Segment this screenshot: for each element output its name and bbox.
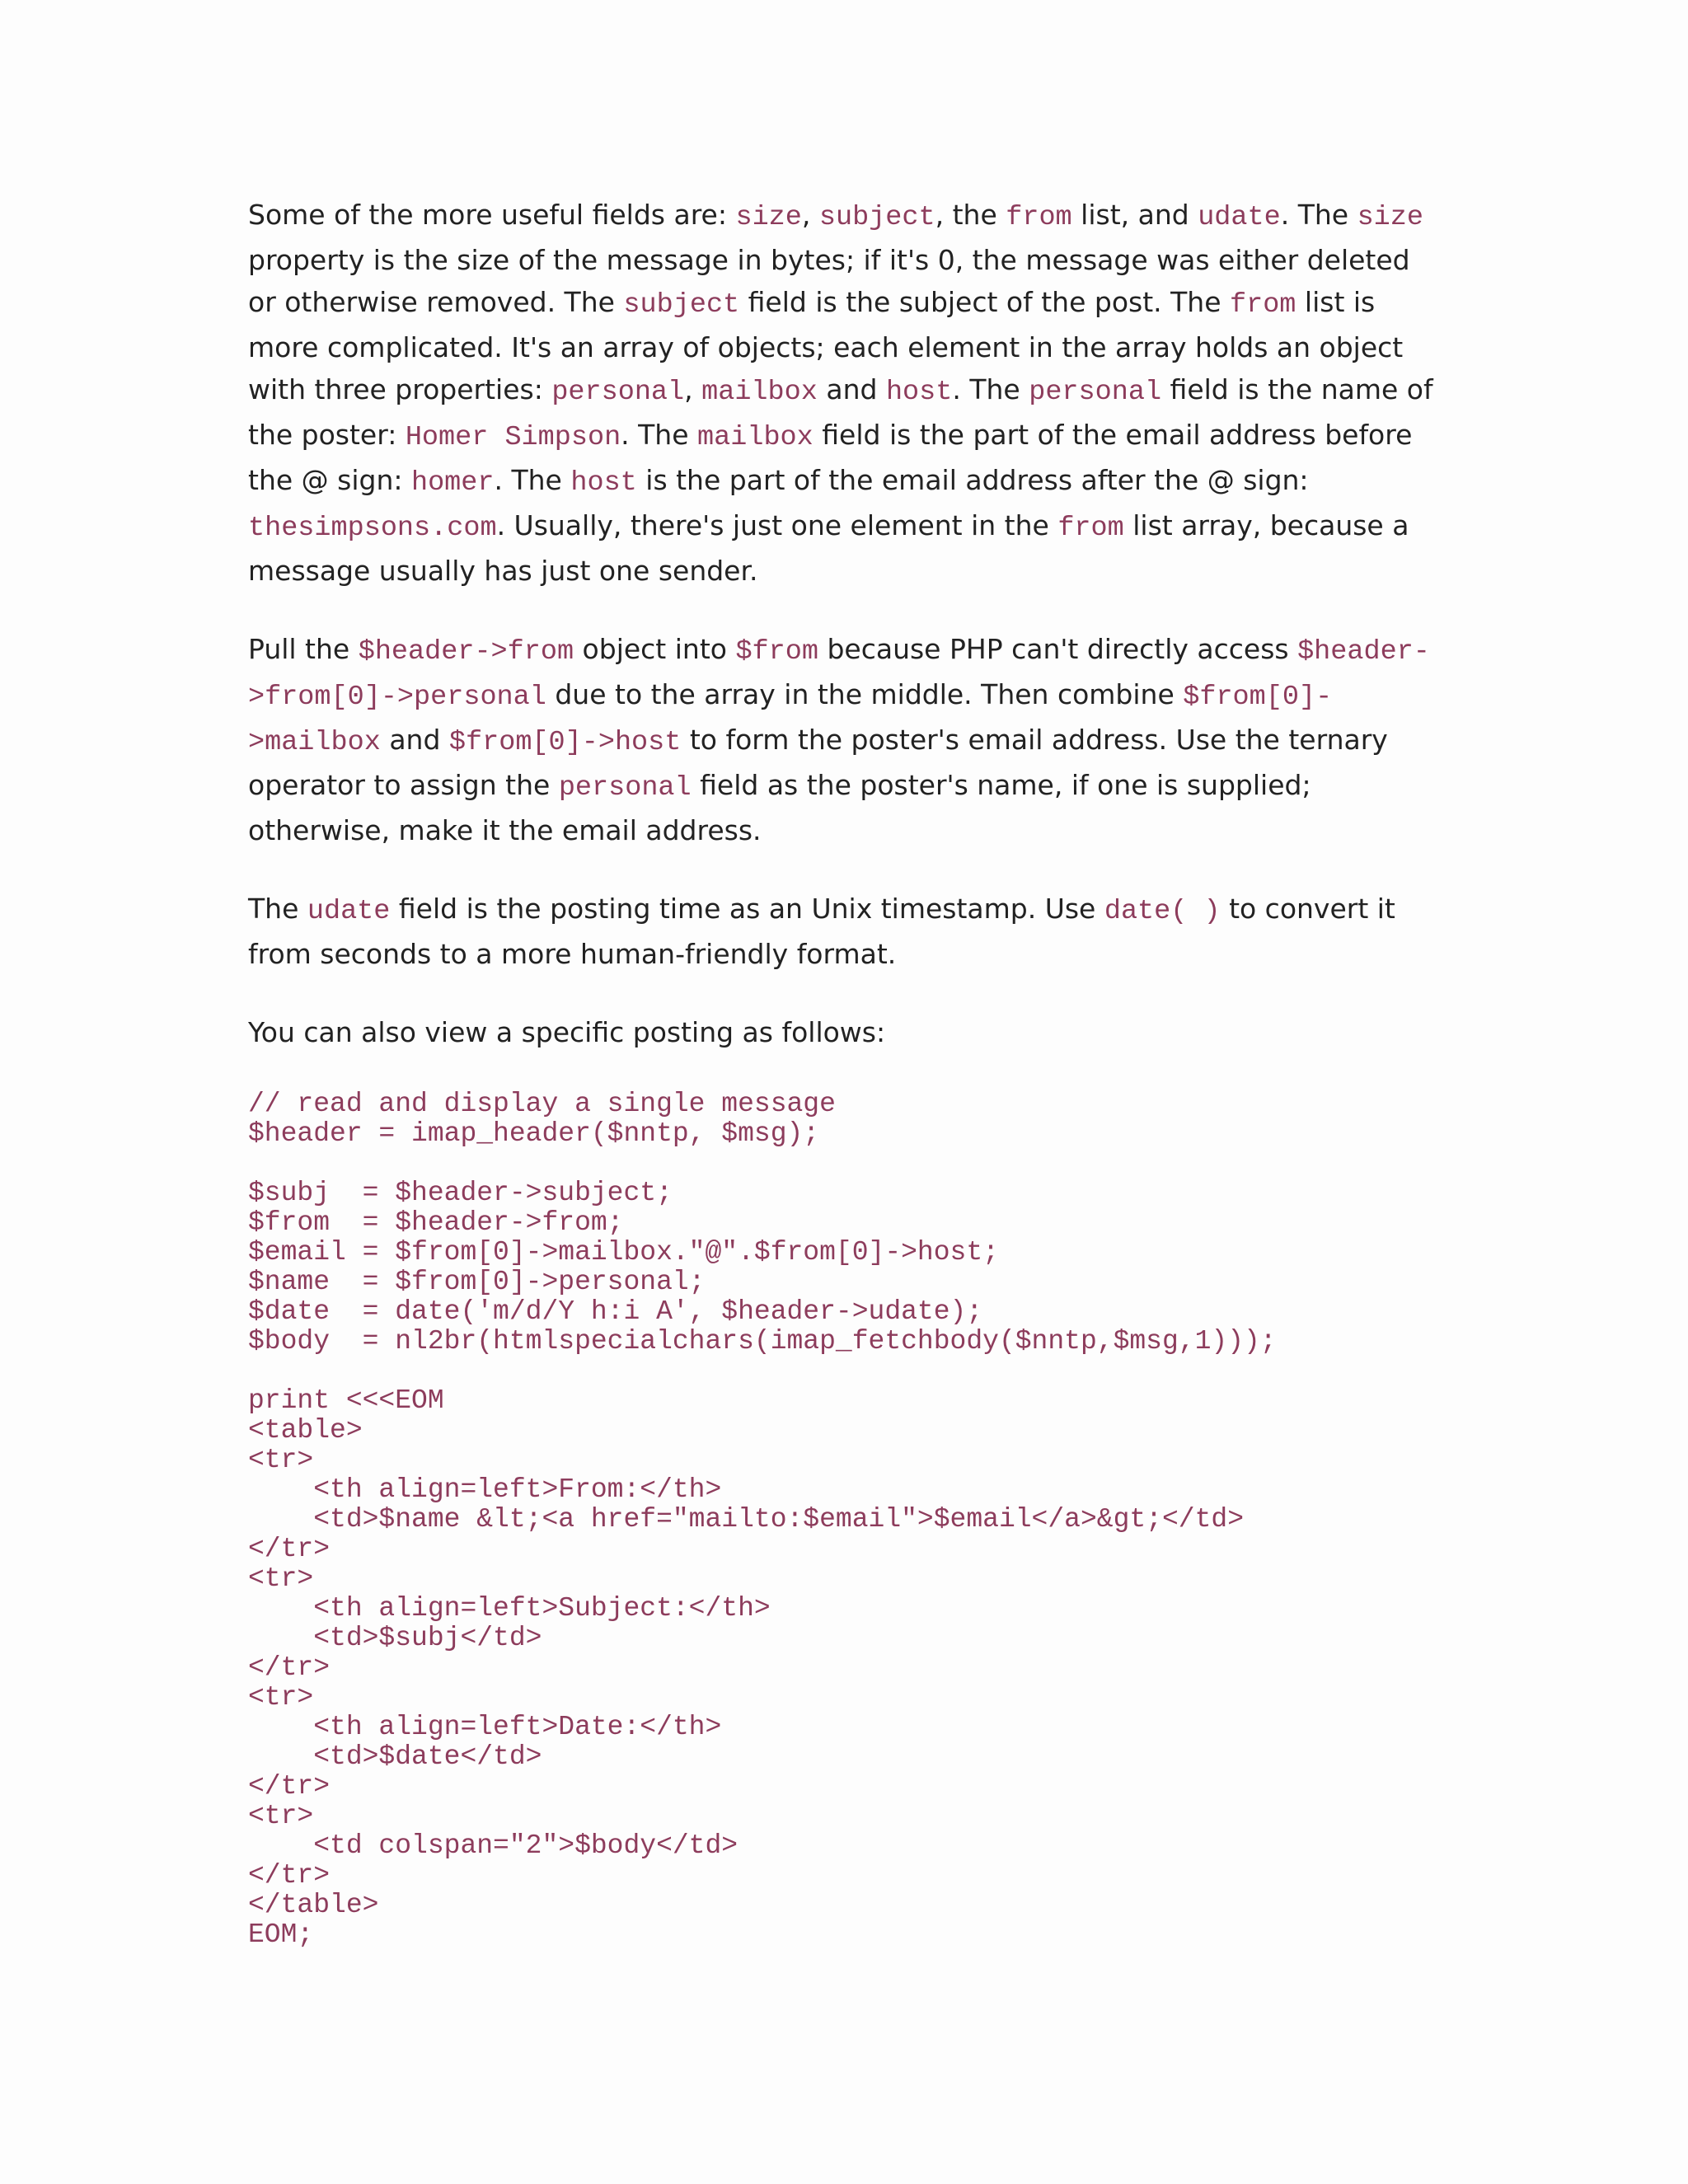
inline-code: $header->from [358,636,574,668]
inline-code: $from [735,636,818,668]
inline-code: from [1006,202,1072,233]
inline-code: from [1057,513,1124,544]
text-run: property is the size of the message in bytes; if it's 0, the message was either deleted or otherwise removed. The [248,244,1410,318]
inline-code: personal [551,377,685,408]
text-run: field is the name of the poster: [248,373,1433,451]
inline-code: size [1357,202,1423,233]
text-run: field is the subject of the post. The [739,286,1230,318]
document-page [248,194,1435,1950]
text-run: list, and [1071,199,1198,231]
inline-code: from [1230,289,1296,321]
text-run: to convert it from seconds to a more human-friendly format. [248,893,1395,970]
text-run: object into [574,633,736,665]
text-run: Some of the more useful fields are: [248,199,736,231]
text-run: . The [1280,199,1357,231]
text-run: is the part of the email address after the @ sign: [636,464,1309,496]
inline-code: $from[0]->mailbox [248,682,1333,758]
inline-code: host [570,467,637,499]
text-run: . The [494,464,571,496]
inline-code: personal [558,772,692,804]
paragraph-intro-listing [248,1011,1435,1053]
text-run: . The [952,373,1029,405]
inline-code: mailbox [697,422,814,453]
inline-code: size [735,202,802,233]
text-run: You can also view a specific posting as follows: [248,1016,886,1048]
text-run: field is the part of the email address before the @ sign: [248,419,1413,496]
text-run: . The [621,419,698,451]
text-run: due to the array in the middle. Then combine [546,678,1184,710]
text-run: The [248,893,307,925]
inline-code: subject [623,289,740,321]
inline-code: $header->from[0]->personal [248,636,1430,713]
paragraph-udate [248,888,1435,975]
inline-code: personal [1029,377,1162,408]
paragraph-fields [248,194,1435,592]
text-run: . Usually, there's just one element in the [496,509,1058,541]
paragraph-from-object [248,628,1435,851]
inline-code: Homer Simpson [405,422,621,453]
text-run: and [817,373,886,405]
inline-code: udate [307,896,391,927]
text-run: Pull the [248,633,359,665]
text-run: , [801,199,819,231]
inline-code: udate [1198,202,1281,233]
inline-code: date( ) [1104,896,1221,927]
text-run: field is the posting time as an Unix timestamp. Use [390,893,1104,925]
inline-code: homer [410,467,495,499]
text-run: and [380,724,449,756]
text-run: , [684,373,702,405]
text-run: field as the poster's name, if one is supplied; otherwise, make it the email address. [248,769,1311,846]
text-run: , the [935,199,1006,231]
inline-code: host [885,377,953,408]
inline-code: mailbox [701,377,818,408]
text-run: to form the poster's email address. Use the ternary operator to assign the [248,724,1388,801]
code-listing: // read and display a single message $header = imap_header($nntp, $msg); $subj = $header->subject; $from = $header->from; $email = $from[0]->mailbox."@".$from[0]->host; $name = $from[0]->personal; $date = date('m/d/Y h:i A', $header->udate); $body = nl2br(htmlspecialchars(imap_fetchbody($nntp,$msg,1))); print <<<EOM <table> <tr> <th align=left>From:</th> <td>$name &lt;<a href="mailto:$email">$email</a>&gt;</td> </tr> <tr> <th align=left>Subject:</th> <td>$subj</td> </tr> <tr> <th align=left>Date:</th> <td>$date</td> </tr> <tr> <td colspan="2">$body</td> </tr> </table> EOM; [248,1089,1277,1950]
text-run: list array, because a message usually has just one sender. [248,509,1409,587]
text-run: list is more complicated. It's an array of objects; each element in the array holds an object with three properties: [248,286,1404,405]
inline-code: $from[0]->host [448,727,682,758]
text-run: because PHP can't directly access [818,633,1298,665]
inline-code: subject [818,202,935,233]
inline-code: thesimpsons.com [248,513,497,544]
